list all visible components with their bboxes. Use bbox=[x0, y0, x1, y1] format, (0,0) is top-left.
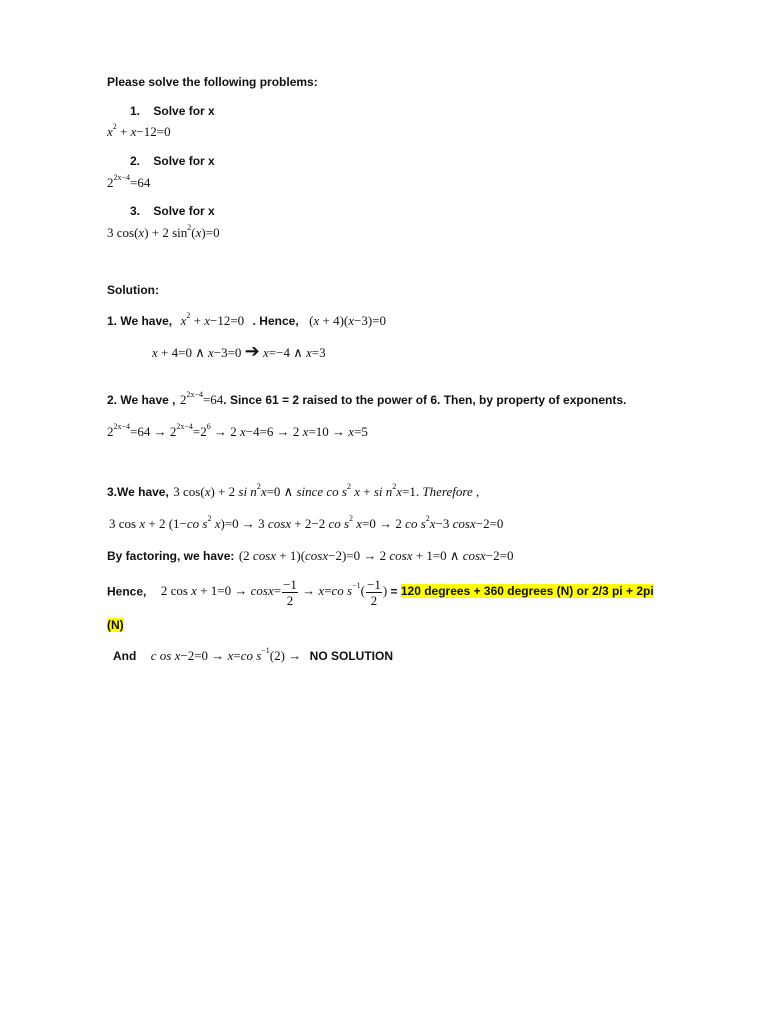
solution-2-equation: $2^{2x-4}=64$ bbox=[179, 390, 224, 407]
problem-3-title bbox=[130, 204, 215, 218]
hence-label: Hence, bbox=[107, 584, 147, 599]
and-label: And bbox=[113, 649, 137, 663]
solution-3-equation: 3 cos(x) + 2 si $n^2x=0$ ∧ since co $s^2$ x + si $n^2x=1$. Therefore , bbox=[173, 482, 480, 499]
solution-3-and-line bbox=[113, 647, 393, 665]
problem-title: Solve for x bbox=[153, 154, 215, 168]
problem-number: 3. bbox=[130, 204, 141, 218]
solution-3-lead: 3.We have, bbox=[107, 485, 169, 499]
solution-2-text: . Since 61 = 2 raised to the power of 6. Then, by property of exponents. bbox=[223, 393, 627, 407]
solution-1-factored: (x + 4)(x−3)=0 bbox=[309, 313, 387, 328]
problem-2-equation: $2^{2x-4}=64$ bbox=[107, 173, 151, 190]
highlighted-answer: 120 degrees + 360 degrees (N) or 2/3 pi + 2pi bbox=[400, 584, 654, 599]
problem-number: 1. bbox=[130, 104, 141, 118]
equals-sign: = bbox=[387, 584, 401, 599]
solution-3-line-1 bbox=[107, 483, 479, 501]
solution-3-answer-continued bbox=[107, 616, 124, 634]
problem-1-title bbox=[130, 104, 215, 118]
intro-heading: Please solve the following problems: bbox=[107, 75, 318, 89]
solution-heading: Solution: bbox=[107, 283, 159, 297]
solution-1-line-1 bbox=[107, 312, 386, 330]
solution-1-lead: 1. We have, bbox=[107, 314, 173, 328]
solution-3-factoring-line bbox=[107, 547, 513, 565]
highlighted-answer-end: (N) bbox=[107, 618, 124, 632]
factoring-equation: (2 cosx + 1)(cosx−2)=0 → 2 cosx + 1=0 ∧ cosx−2=0 bbox=[238, 548, 514, 563]
solution-1-line-2: x + 4=0 ∧ x−3=0 ➔ x=−4 ∧ x=3 bbox=[152, 341, 326, 361]
solution-1-hence: . Hence, bbox=[252, 314, 299, 328]
problem-title: Solve for x bbox=[153, 204, 215, 218]
solution-3-hence-line bbox=[107, 578, 654, 607]
factoring-label: By factoring, we have: bbox=[107, 549, 235, 563]
and-equation: c os x−2=0 → x=co $s^{-1}(2)$ → bbox=[150, 646, 302, 663]
solution-2-lead: 2. We have , bbox=[107, 393, 176, 407]
solution-3-line-2: 3 cos x + 2 (1−co $s^2$ x)=0 → 3 cosx + 2−2 co $s^2$ x=0 → 2 co $s^2x-3$ cosx−2=0 bbox=[109, 514, 504, 531]
solution-2-line-2: $2^{2x-4}=64 \to 2^{2x-4}=2^6 \to 2$ x−4=6 → 2 x=10 → x=5 bbox=[107, 422, 368, 439]
solution-2-line-1 bbox=[107, 391, 626, 409]
problem-1-equation: $x^2 + x-12=0$ bbox=[107, 122, 171, 139]
problem-title: Solve for x bbox=[153, 104, 215, 118]
problem-3-equation: 3 cos(x) + 2 $\sin^2(x)=0$ bbox=[107, 223, 220, 240]
solution-1-equation: $x^2 + x-12=0$ bbox=[180, 311, 245, 328]
problem-2-title bbox=[130, 154, 215, 168]
no-solution-text: NO SOLUTION bbox=[309, 649, 394, 663]
problem-number: 2. bbox=[130, 154, 141, 168]
hence-equation: 2 cos x + 1=0 → cosx= $\frac{-1}{2}$ → x=co $s^{-1}$( $\frac{-1}{2}$ ) bbox=[160, 577, 388, 608]
